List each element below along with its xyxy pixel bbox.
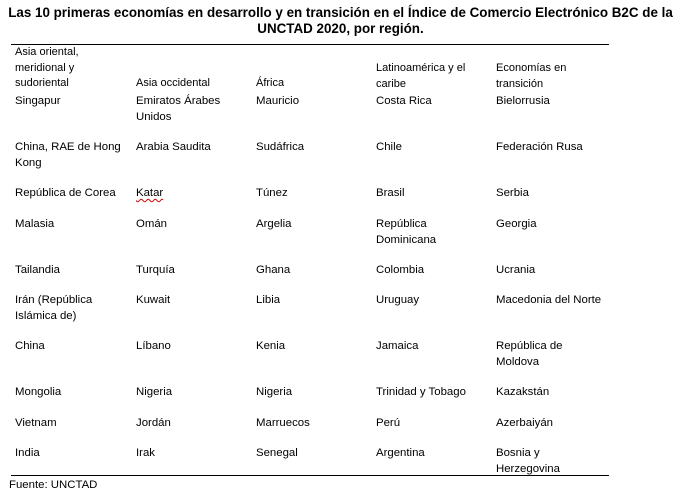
table-cell: Nigeria	[256, 386, 293, 398]
table-cell: Ucrania	[496, 264, 536, 276]
table-cell: Líbano	[136, 340, 171, 352]
table-cell: Bosnia y Herzegovina	[496, 447, 560, 475]
table-cell: Uruguay	[376, 294, 420, 306]
table-cell: Nigeria	[136, 386, 173, 398]
table-cell: Libia	[256, 294, 281, 306]
table-cell: Bielorrusia	[496, 95, 550, 107]
table-cell: Sudáfrica	[256, 141, 305, 153]
table-cell: Azerbaiyán	[496, 417, 553, 429]
table-cell: Irak	[136, 447, 155, 459]
table-cell: República Dominicana	[376, 218, 437, 246]
table-cell: Marruecos	[256, 417, 310, 429]
table-cell: Irán (República Islámica de)	[15, 294, 93, 322]
table-cell: Argelia	[256, 218, 292, 230]
table-cell: Mauricio	[256, 95, 300, 107]
table-cell: India	[15, 447, 40, 459]
table-cell: Chile	[376, 141, 402, 153]
table-cell: Trinidad y Tobago	[376, 386, 466, 398]
source-note: Fuente: UNCTAD	[9, 479, 98, 491]
table-cell: Argentina	[376, 447, 425, 459]
table-cell: Jamaica	[376, 340, 419, 352]
column-header-latinoamerica: Latinoamérica y el caribe	[376, 62, 466, 90]
table-cell: Macedonia del Norte	[496, 294, 602, 306]
table-cell: Arabia Saudita	[136, 141, 211, 153]
table-cell: Serbia	[496, 187, 529, 199]
table-cell: Tailandia	[15, 264, 60, 276]
table-cell	[136, 185, 248, 201]
table-cell: Georgia	[496, 218, 537, 230]
table-cell: República de Corea	[15, 187, 116, 199]
column-header-economias-transicion: Economías en transición	[496, 62, 567, 90]
table-cell: Perú	[376, 417, 401, 429]
table-cell: Túnez	[256, 187, 288, 199]
table-cell: Singapur	[15, 95, 61, 107]
table-cell: Colombia	[376, 264, 425, 276]
table-cell: Kazakstán	[496, 386, 550, 398]
table-cell: República de Moldova	[496, 340, 563, 368]
table-cell: Malasia	[15, 218, 55, 230]
table-cell: Brasil	[376, 187, 405, 199]
table-cell: Jordán	[136, 417, 171, 429]
table-cell: Kenia	[256, 340, 286, 352]
table-title: Las 10 primeras economías en desarrollo y en transición en el Índice de Comercio Electrónico B2C de la UNCTAD 2020, por región.	[8, 5, 673, 36]
table-cell: Vietnam	[15, 417, 57, 429]
column-header-asia-oriental: Asia oriental, meridional y sudoriental	[15, 46, 79, 89]
table-cell: China	[15, 340, 45, 352]
table-cell: Ghana	[256, 264, 291, 276]
table-cell: Costa Rica	[376, 95, 432, 107]
table-cell: Turquía	[136, 264, 175, 276]
table-cell: Emiratos Árabes Unidos	[136, 95, 221, 123]
table-bottom-rule	[11, 475, 609, 476]
table-cell: Omán	[136, 218, 168, 230]
column-header-africa: África	[256, 77, 285, 89]
table-cell: Kuwait	[136, 294, 171, 306]
table-cell: Federación Rusa	[496, 141, 583, 153]
table-cell: China, RAE de Hong Kong	[15, 141, 121, 169]
table-cell: Senegal	[256, 447, 298, 459]
column-header-asia-occidental: Asia occidental	[136, 77, 210, 89]
spellcheck-word: Katar	[136, 187, 164, 199]
table-cell: Mongolia	[15, 386, 62, 398]
